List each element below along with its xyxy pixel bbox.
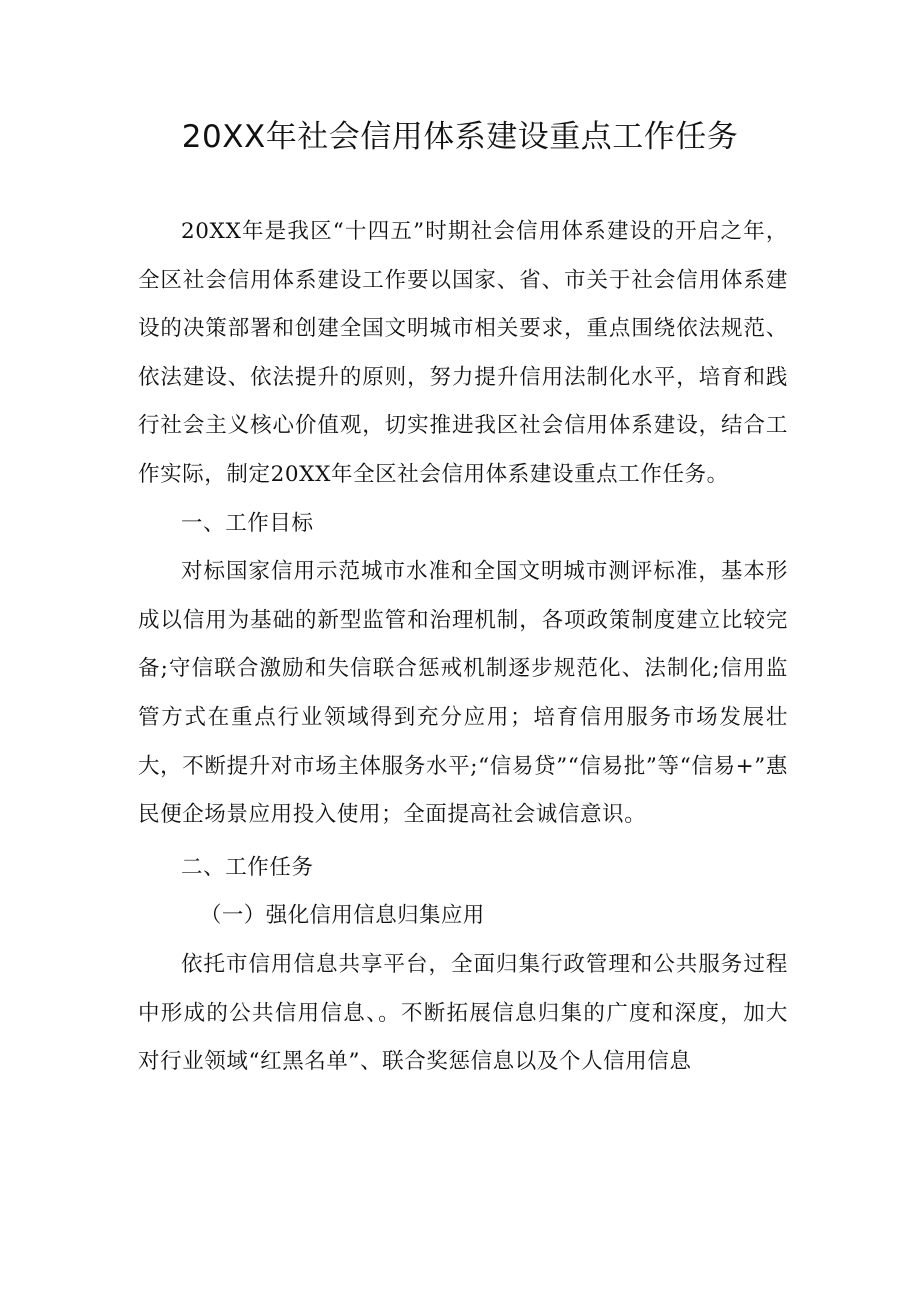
goals-paragraph: 对标国家信用示范城市水准和全国文明城市测评标准，基本形成以信用为基础的新型监管和治理机制，各项政策制度建立比较完备;守信联合激励和失信联合惩戒机制逐步规范化、法制化;信用监管方式在重点行业领域得到充分应用；培育信用服务市场发展壮大，不断提升对市场主体服务水平;“信易贷”“信易批”等“信易+”惠民便企场景应用投入使用；全面提高社会诚信意识。 — [138, 559, 788, 828]
section-heading-tasks: 二、工作任务 — [181, 854, 314, 880]
section-heading-goals: 一、工作目标 — [181, 510, 314, 536]
credit-info-paragraph: 依托市信用信息共享平台，全面归集行政管理和公共服务过程中形成的公共信用信息、。不断拓展信息归集的广度和深度，加大对行业领域“红黑名单”、联合奖惩信息以及个人信用信息 — [138, 951, 788, 1075]
document-body — [138, 208, 788, 1087]
intro-paragraph: 20XX年是我区“十四五”时期社会信用体系建设的开启之年，全区社会信用体系建设工作要以国家、省、市关于社会信用体系建设的决策部署和创建全国文明城市相关要求，重点围绕依法规范、依法建设、依法提升的原则，努力提升信用法制化水平，培育和践行社会主义核心价值观，切实推进我区社会信用体系建设，结合工作实际，制定20XX年全区社会信用体系建设重点工作任务。 — [138, 219, 788, 487]
subsection-heading-credit-info: （一）强化信用信息归集应用 — [200, 903, 485, 929]
document-title: 20XX年社会信用体系建设重点工作任务 — [181, 119, 739, 155]
